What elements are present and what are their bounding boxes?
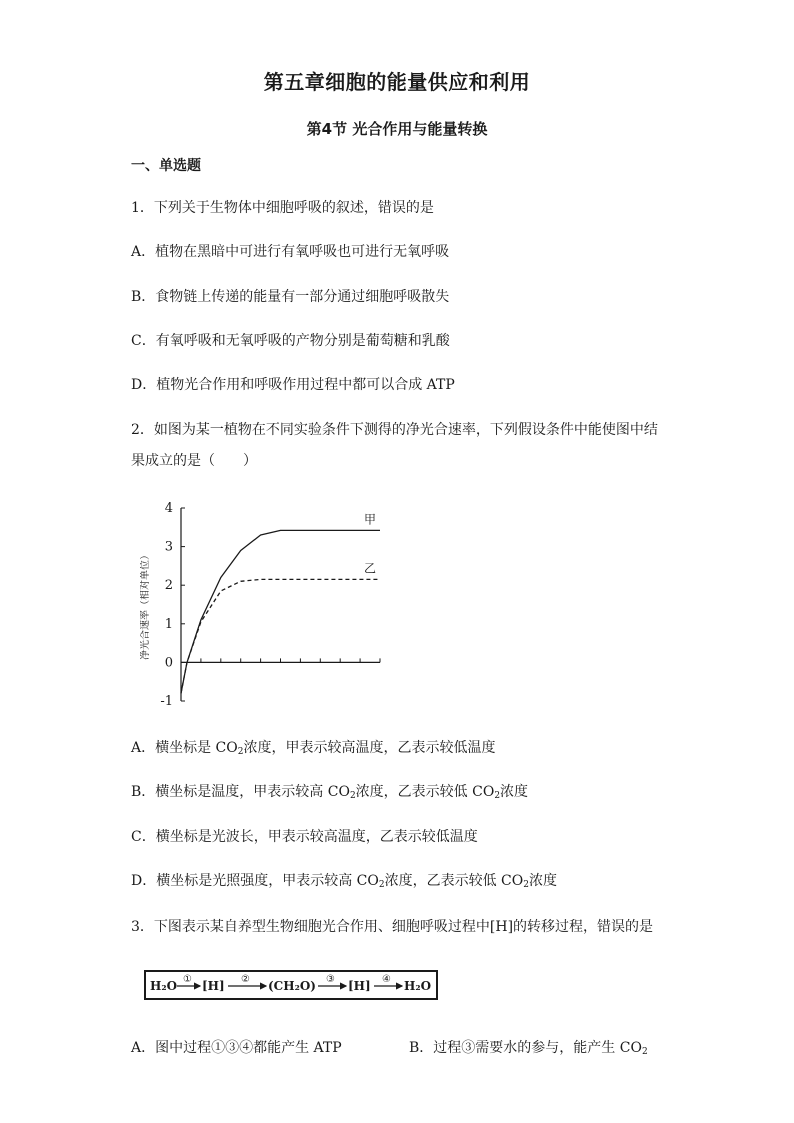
net-photosynthesis-chart (140, 495, 390, 710)
flow-step-4: ④ (382, 974, 391, 985)
q1-option-b: B．食物链上传递的能量有一部分通过细胞呼吸散失 (131, 289, 450, 305)
flow-node-water-end: H₂O (404, 979, 432, 993)
series-line-jia (181, 530, 380, 693)
flow-step-2: ② (241, 974, 250, 985)
y-axis-label: 净光合速率（相对单位） (140, 550, 151, 660)
chapter-title: 第五章细胞的能量供应和利用 (263, 70, 531, 94)
y-tick-label: 3 (164, 539, 173, 555)
y-tick-label: 0 (164, 655, 173, 671)
series-label-jia: 甲 (364, 512, 377, 527)
flow-step-3: ③ (326, 974, 335, 985)
flow-node-h-1: [H] (202, 979, 225, 993)
y-tick-label: -1 (160, 694, 173, 709)
series-line-yi (181, 579, 380, 693)
q2-stem-line2: 果成立的是（ ） (131, 453, 257, 469)
y-tick-label: 2 (164, 578, 173, 594)
q1-option-d: D．植物光合作用和呼吸作用过程中都可以合成 ATP (131, 377, 455, 393)
y-tick-label: 1 (164, 616, 173, 632)
q1-option-a: A．植物在黑暗中可进行有氧呼吸也可进行无氧呼吸 (131, 244, 450, 260)
h-transfer-flow-diagram (144, 970, 438, 1000)
series-label-yi: 乙 (364, 561, 377, 576)
q1-option-c: C．有氧呼吸和无氧呼吸的产物分别是葡萄糖和乳酸 (131, 333, 450, 349)
flow-node-water-start: H₂O (150, 979, 178, 993)
q2-option-c: C．横坐标是光波长，甲表示较高温度，乙表示较低温度 (131, 829, 478, 845)
flow-step-1: ① (183, 974, 192, 985)
q2-option-b: B．横坐标是温度，甲表示较高 $CO_2$浓度，乙表示较低 $CO_2$浓度 (131, 784, 529, 801)
y-tick-label: 4 (164, 501, 173, 516)
q2-stem-line1: 2．如图为某一植物在不同实验条件下测得的净光合速率，下列假设条件中能使图中结 (131, 422, 658, 438)
flow-node-ch2o: (CH₂O) (268, 979, 316, 993)
q2-option-d: D．横坐标是光照强度，甲表示较高 $CO_2$浓度，乙表示较低 $CO_2$浓度 (131, 873, 557, 890)
q3-option-a: A．图中过程①③④都能产生 ATP (131, 1040, 342, 1056)
q3-option-b: B．过程③需要水的参与，能产生 $CO_2$ (409, 1040, 648, 1057)
q3-stem: 3．下图表示某自养型生物细胞光合作用、细胞呼吸过程中[H]的转移过程，错误的是 (131, 919, 654, 935)
flow-node-h-2: [H] (348, 979, 371, 993)
question-type-heading: 一、单选题 (131, 158, 201, 174)
section-title: 第4节 光合作用与能量转换 (306, 120, 488, 138)
q2-option-a: A．横坐标是 $CO_2$浓度，甲表示较高温度，乙表示较低温度 (131, 740, 496, 757)
q1-stem: 1．下列关于生物体中细胞呼吸的叙述，错误的是 (131, 200, 434, 216)
